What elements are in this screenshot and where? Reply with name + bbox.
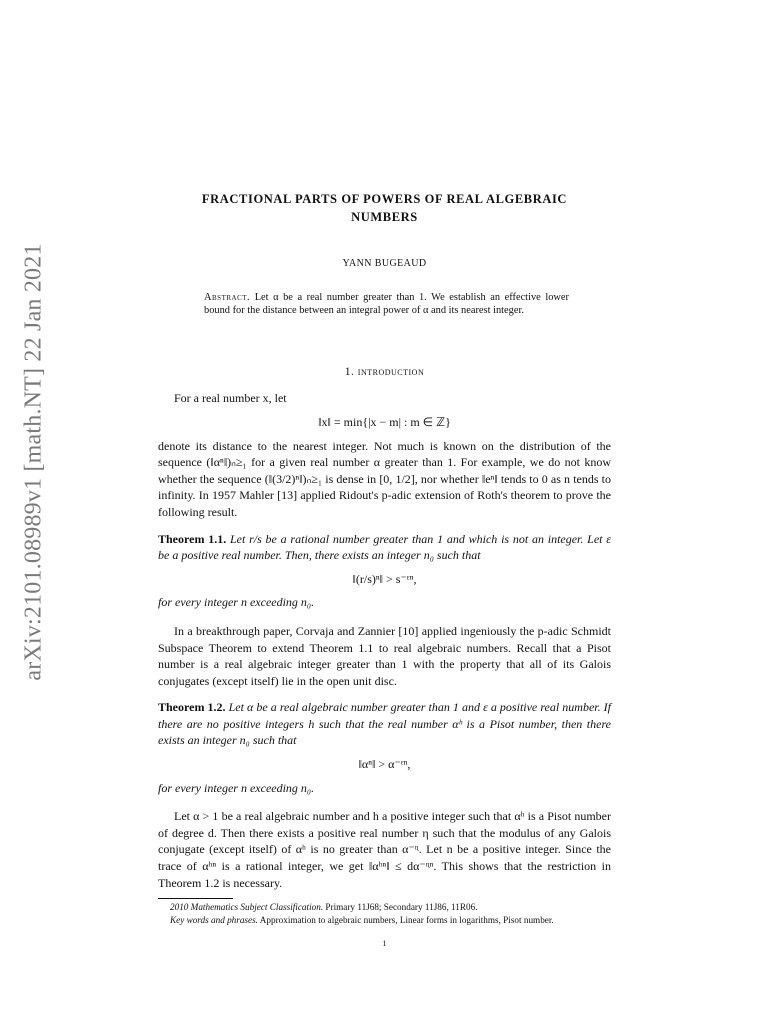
abstract-label: Abstract.	[204, 291, 251, 303]
theorem-1-1	[158, 531, 611, 564]
msc-text: Primary 11J68; Secondary 11J86, 11R06.	[325, 902, 478, 913]
arxiv-stamp-text: arXiv:2101.08989v1 [math.NT] 22 Jan 2021	[20, 243, 47, 681]
section-title: introduction	[357, 365, 425, 378]
intro-paragraph: denote its distance to the nearest integer. Not much is known on the distribution of the sequence (‖αⁿ‖)ₙ≥₁ for a given real number α greater than 1. For example, we do not know whether the sequence (‖(3/2)ⁿ‖)ₙ≥₁ is dense in [0, 1/2], nor whether ‖eⁿ‖ tends to 0 as n tends to infinity. In 1957 Mahler [13] applied Ridout's p-adic extension of Roth's theorem to prove the following result.	[158, 438, 611, 519]
theorem-1-1-body: Let r/s be a rational number greater than 1 and which is not an integer. Let ε be a positive real number. Then, there exists an integer n₀ such that	[158, 531, 612, 563]
section-number: 1.	[344, 365, 355, 378]
keywords-text: Approximation to algebraic numbers, Linear forms in logarithms, Pisot number.	[259, 914, 554, 925]
intro-lead: For a real number x, let	[174, 391, 287, 406]
keywords-label: Key words and phrases.	[170, 914, 258, 925]
theorem-1-2-body: Let α be a real algebraic number greater than 1 and ε a positive real number. If there are no positive integers h such that the real number αʰ is a Pisot number, then there exists an integer n₀ such that	[158, 700, 612, 748]
theorem-1-2	[158, 699, 611, 749]
arxiv-stamp	[14, 243, 54, 681]
paper-title: FRACTIONAL PARTS OF POWERS OF REAL ALGEBRAIC NUMBERS	[201, 192, 568, 224]
theorem-1-2-display: ‖αⁿ‖ > α⁻ᵋⁿ,	[358, 757, 411, 772]
footnote-rule	[158, 898, 233, 899]
section-heading	[158, 364, 611, 381]
paper-page	[158, 190, 611, 952]
abstract-text: Let α be a real number greater than 1. We establish an effective lower bound for the distance between an integral power of α and its nearest integer.	[204, 291, 569, 317]
footnote-msc	[158, 901, 611, 913]
author-name: YANN BUGEAUD	[342, 258, 427, 269]
norm-definition: ‖x‖ = min{|x − m| : m ∈ ℤ}	[318, 414, 451, 429]
theorem-1-1-label: Theorem 1.1.	[158, 531, 227, 546]
theorem-1-2-label: Theorem 1.2.	[158, 700, 226, 715]
theorem-1-1-after: for every integer n exceeding n₀.	[158, 595, 315, 610]
paragraph-2: In a breakthrough paper, Corvaja and Zannier [10] applied ingeniously the p-adic Schmidt Subspace Theorem to extend Theorem 1.1 to real algebraic numbers. Recall that a Pisot number is a real algebraic integer greater than 1 with the property that all of its Galois conjugates (except itself) lie in the open unit disc.	[158, 623, 611, 688]
theorem-1-2-after: for every integer n exceeding n₀.	[158, 780, 315, 795]
abstract	[204, 291, 569, 318]
msc-label: 2010 Mathematics Subject Classification.	[170, 902, 324, 913]
paragraph-3: Let α > 1 be a real algebraic number and h a positive integer such that αʰ is a Pisot number of degree d. Then there exists a positive real number η such that the modulus of any Galois conjugate (except itself) of αʰ is no greater than α⁻ᶯ. Let n be a positive integer. Since the trace of αʰⁿ is a rational integer, we get ‖αʰⁿ‖ ≤ dα⁻ᶯⁿ. This shows that the restriction in Theorem 1.2 is necessary.	[158, 809, 611, 890]
page-number: 1	[382, 938, 387, 948]
footnote-keywords	[158, 914, 611, 926]
theorem-1-1-display: ‖(r/s)ⁿ‖ > s⁻ᵋⁿ,	[352, 571, 417, 586]
